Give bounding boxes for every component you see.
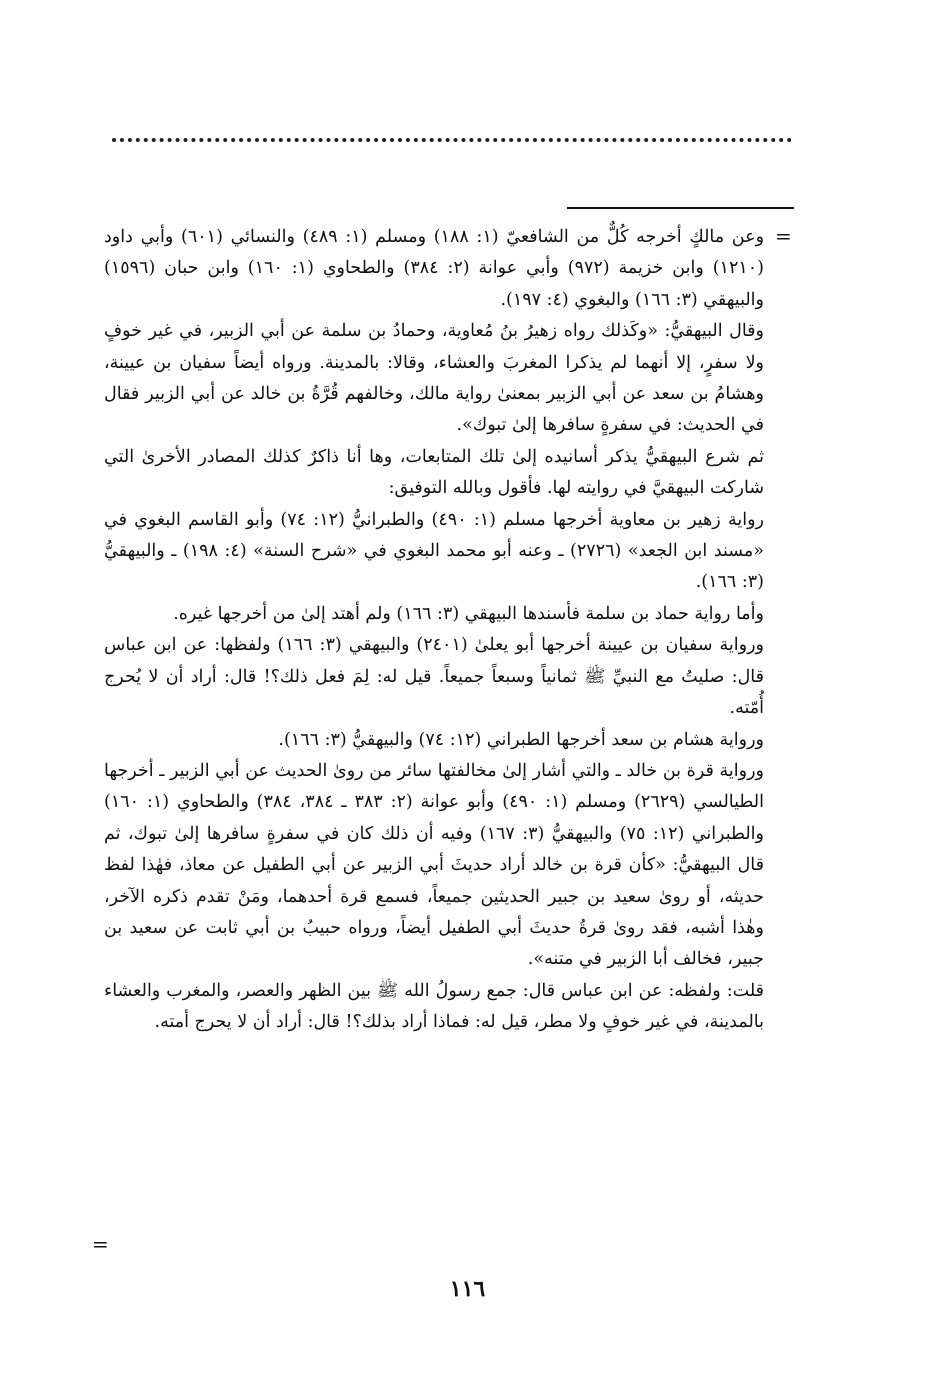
paragraph-takhrij-malik: وعن مالكٍ أخرجه كُلٌّ من الشافعيّ (١: ١٨٨) ومسلم (١: ٤٨٩) والنسائي (٦٠١) وأبي داود (١٢١٠) وابن خزيمة (٩٧٢) وأبي عوانة (٢: ٣٨٤) والطحاوي (١: ١٦٠) وابن حبان (١٥٩٦) والبيهقي (٣: ١٦٦) والبغوي (٤: ١٩٧).	[104, 227, 765, 310]
footnote-text	[104, 222, 764, 1039]
page-number: ١١٦	[449, 1276, 486, 1302]
paragraph-sufyan-riwaya: ورواية سفيان بن عيينة أخرجها أبو يعلىٰ (٢٤٠١) والبيهقي (٣: ١٦٦) ولفظها: عن ابن عباس قال: صليتُ مع النبيِّ ﷺ ثمانياً وسبعاً جميعاً. قيل له: لِمَ فعل ذلك؟! قال: أراد أن لا يُحرج أُمّته.	[104, 635, 765, 719]
paragraph-qurra-riwaya: ورواية قرة بن خالد ـ والتي أشار إلىٰ مخالفتها سائر من روىٰ الحديث عن أبي الزبير ـ أخرجها الطيالسي (٢٦٢٩) ومسلم (١: ٤٩٠) وأبو عوانة (٢: ٣٨٣ ـ ٣٨٤، ٣٨٤) والطحاوي (١: ١٦٠) والطبراني (١٢: ٧٥) والبيهقيُّ (٣: ١٦٧) وفيه أن ذلك كان في سفرةٍ سافرها إلىٰ تبوك، ثم قال البيهقيُّ: «كأن قرة بن خالد أراد حديثَ أبي الزبير عن أبي الطفيل عن معاذ، فهٰذا لفظ حديثه، أو روىٰ سعيد بن جبير الحديثين جميعاً، فسمع قرة أحدهما، ومَنْ تقدم ذكره الآخر، وهٰذا أشبه، فقد روىٰ قرةُ حديثَ أبي الطفيل أيضاً، ورواه حبيبُ بن أبي ثابت عن سعيد بن جبير، فخالف أبا الزبير في متنه».	[104, 760, 764, 970]
continuation-mark-top: =	[775, 224, 792, 248]
paragraph-qultu: قلت: ولفظه: عن ابن عباس قال: جمع رسولُ الله ﷺ بين الظهر والعصر، والمغرب والعشاء بالمدينة، في غير خوفٍ ولا مطر، قيل له: فماذا أراد بذلك؟! قال: أراد أن لا يحرج أمته.	[104, 980, 764, 1033]
continuation-mark-bottom: =	[92, 1232, 109, 1256]
dotted-separator	[112, 138, 792, 150]
paragraph-mutabaat-intro: ثم شرع البيهقيُّ يذكر أسانيده إلىٰ تلك المتابعات، وها أنا ذاكرٌ كذلك المصادر الأخرىٰ التي شاركت البيهقيَّ في روايته لها. فأقول وبالله التوفيق:	[104, 446, 764, 499]
paragraph-zuhair-riwaya: رواية زهير بن معاوية أخرجها مسلم (١: ٤٩٠) والطبرانيُّ (١٢: ٧٤) وأبو القاسم البغوي في «مسند ابن الجعد» (٢٧٢٦) ـ وعنه أبو محمد البغوي في «شرح السنة» (٤: ١٩٨) ـ والبيهقيُّ (٣: ١٦٦).	[104, 509, 764, 593]
paragraph-hisham-riwaya: ورواية هشام بن سعد أخرجها الطبراني (١٢: ٧٤) والبيهقيُّ (٣: ١٦٦).	[278, 729, 764, 750]
paragraph-hammad-riwaya: وأما رواية حماد بن سلمة فأسندها البيهقي (٣: ١٦٦) ولم أهتد إلىٰ من أخرجها غيره.	[173, 603, 764, 624]
paragraph-bayhaqi-quote: وقال البيهقيُّ: «وكَذلك رواه زهيرُ بنُ مُعاوية، وحمادُ بن سلمة عن أبي الزبير، في غير خوفٍ ولا سفرٍ، إلا أنهما لم يذكرا المغربَ والعشاء، وقالا: بالمدينة. ورواه أيضاً سفيان بن عيينة، وهشامُ بن سعد عن أبي الزبير بمعنىٰ رواية مالك، وخالفهم قُرَّةُ بن خالد عن أبي الزبير فقال في الحديث: في سفرةٍ سافرها إلىٰ تبوك».	[104, 321, 764, 436]
footnote-separator-line	[567, 207, 794, 209]
